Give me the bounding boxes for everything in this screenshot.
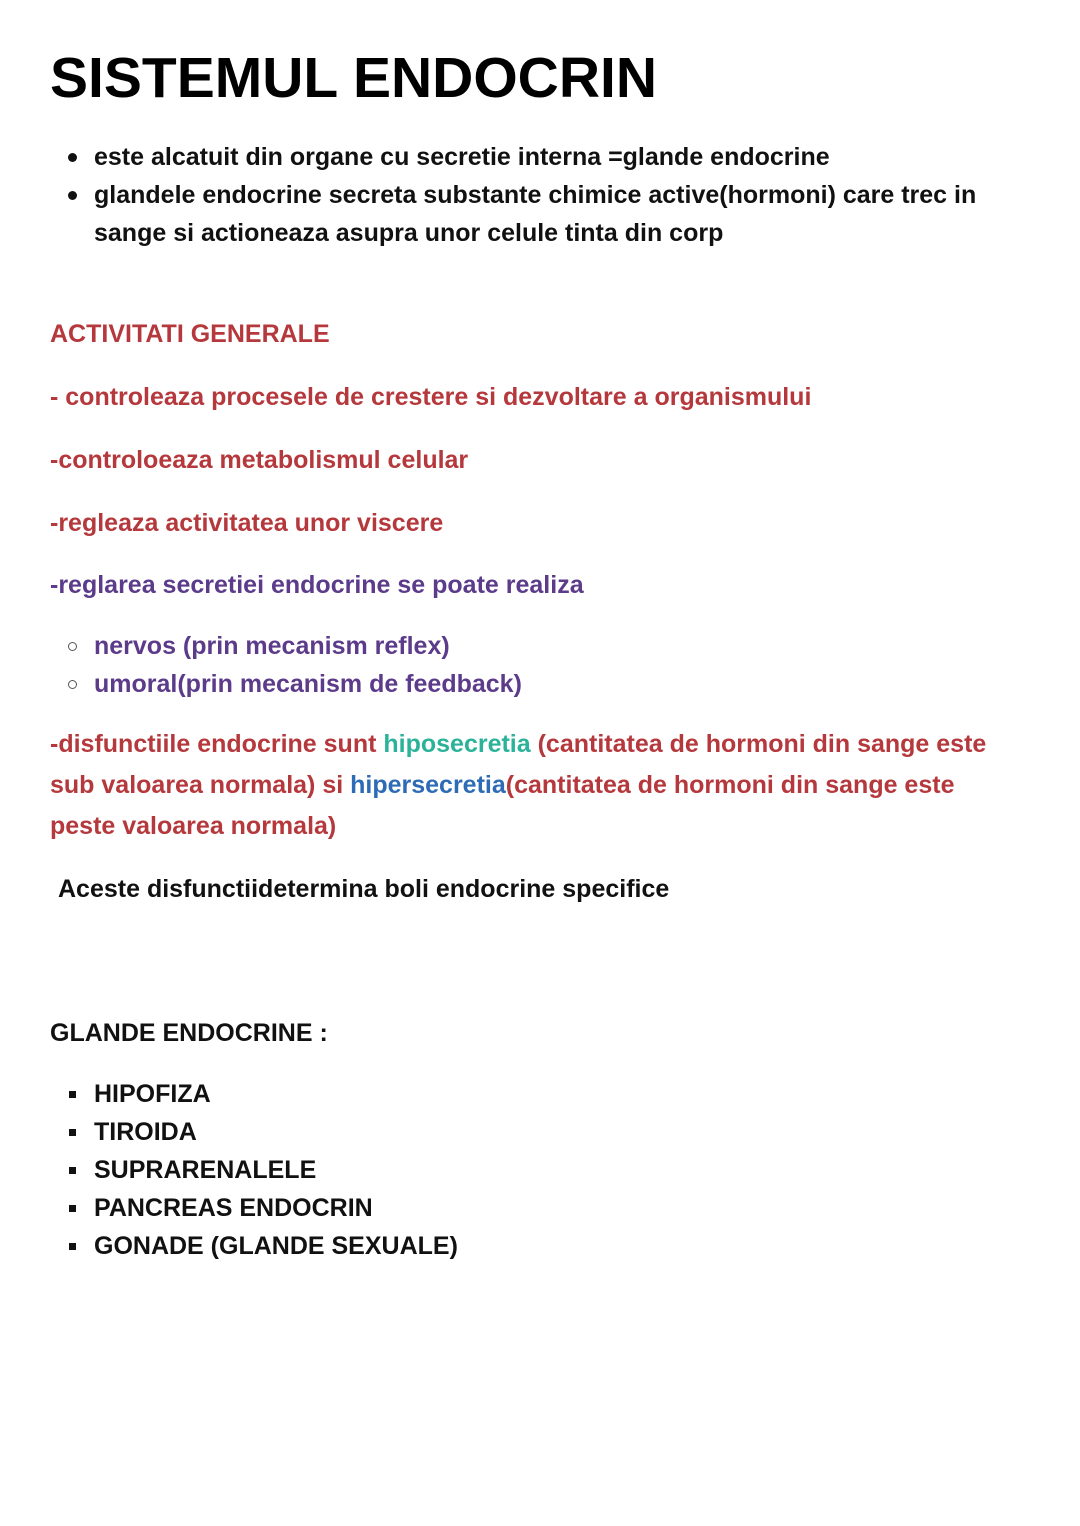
regulation-list xyxy=(50,627,522,703)
list-item: umoral(prin mecanism de feedback) xyxy=(50,665,522,703)
dysfunction-text: (cantitatea de hormoni din sange este peste valoarea normala) xyxy=(50,771,955,840)
list-item: este alcatuit din organe cu secretie interna =glande endocrine xyxy=(50,138,1030,176)
page-title: SISTEMUL ENDOCRIN xyxy=(50,46,657,110)
list-item: GONADE (GLANDE SEXUALE) xyxy=(50,1227,458,1265)
dysfunction-paragraph xyxy=(50,724,1025,847)
list-item: TIROIDA xyxy=(50,1113,458,1151)
activity-item: - controleaza procesele de crestere si dezvoltare a organismului xyxy=(50,383,812,411)
activity-item: -controloeaza metabolismul celular xyxy=(50,446,469,474)
list-item: glandele endocrine secreta substante chimice active(hormoni) care trec in sange si actioneaza asupra unor celule tinta din corp xyxy=(50,176,1030,252)
regulation-text: -reglarea secretiei endocrine se poate realiza xyxy=(50,571,584,599)
glands-heading: GLANDE ENDOCRINE : xyxy=(50,1019,328,1047)
dysfunction-text: -disfunctiile endocrine sunt xyxy=(50,730,384,758)
activities-heading: ACTIVITATI GENERALE xyxy=(50,320,330,348)
list-item: HIPOFIZA xyxy=(50,1075,458,1113)
hyposecretion-term: hiposecretia xyxy=(383,730,531,758)
list-item: SUPRARENALELE xyxy=(50,1151,458,1189)
dysfunction-text: (cantitatea de hormoni din sange este sub valoarea normala) si xyxy=(50,730,987,799)
activity-item: -regleaza activitatea unor viscere xyxy=(50,509,444,537)
list-item: PANCREAS ENDOCRIN xyxy=(50,1189,458,1227)
glands-list xyxy=(50,1075,458,1265)
conclusion-text: Aceste disfunctiidetermina boli endocrine specifice xyxy=(58,875,670,903)
hypersecretion-term: hipersecretia xyxy=(350,771,506,799)
list-item: nervos (prin mecanism reflex) xyxy=(50,627,522,665)
intro-list xyxy=(50,138,1030,252)
